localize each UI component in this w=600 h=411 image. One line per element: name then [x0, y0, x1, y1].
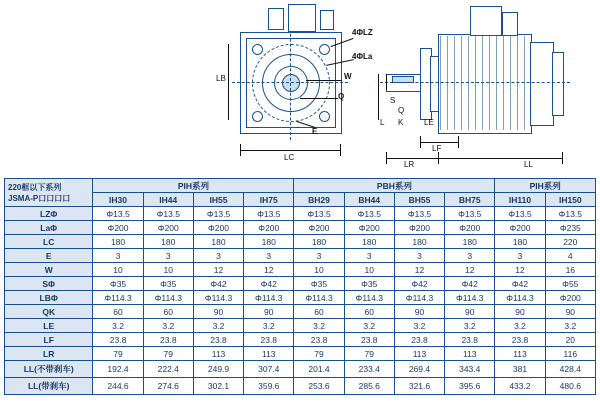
- table-cell: 307.4: [244, 361, 294, 378]
- table-cell: Φ200: [545, 291, 595, 305]
- table-cell: 321.6: [394, 378, 444, 395]
- table-row: [5, 207, 596, 221]
- table-cell: 3: [394, 249, 444, 263]
- table-cell: 3.2: [143, 319, 193, 333]
- s-dim-line: [386, 74, 387, 90]
- table-cell: 90: [394, 305, 444, 319]
- bolt-hole-br: [319, 111, 330, 122]
- l-dim-line: [378, 74, 379, 120]
- bolt-hole-bl: [252, 111, 263, 122]
- table-cell: 285.6: [344, 378, 394, 395]
- lr-label: LR: [404, 160, 415, 169]
- table-cell: 3.2: [545, 319, 595, 333]
- l-label: L: [380, 118, 385, 127]
- table-cell: 23.8: [93, 333, 143, 347]
- lf-dim-line: [420, 142, 458, 143]
- table-cell: 113: [394, 347, 444, 361]
- table-cell: 79: [93, 347, 143, 361]
- la-callout: 4ΦLa: [352, 52, 373, 61]
- table-cell: 3.2: [445, 319, 495, 333]
- table-row: [5, 277, 596, 291]
- col-header-3: IH75: [244, 193, 294, 207]
- table-cell: 113: [495, 347, 545, 361]
- table-cell: Φ13.5: [294, 207, 344, 221]
- table-cell: 395.6: [445, 378, 495, 395]
- table-cell: 90: [244, 305, 294, 319]
- row-header: LR: [5, 347, 93, 361]
- table-cell: Φ55: [545, 277, 595, 291]
- table-cell: 3: [445, 249, 495, 263]
- table-cell: 113: [193, 347, 243, 361]
- table-cell: 12: [244, 263, 294, 277]
- ll-label: LL: [524, 160, 533, 169]
- table-cell: Φ114.3: [495, 291, 545, 305]
- table-cell: 10: [344, 263, 394, 277]
- col-header-6: BH55: [394, 193, 444, 207]
- table-cell: 253.6: [294, 378, 344, 395]
- table-cell: Φ13.5: [445, 207, 495, 221]
- col-header-9: IH150: [545, 193, 595, 207]
- table-cell: Φ35: [143, 277, 193, 291]
- table-column-header-row: [5, 193, 596, 207]
- table-cell: Φ114.3: [193, 291, 243, 305]
- row-header: LF: [5, 333, 93, 347]
- lc-tick-left: [240, 144, 241, 156]
- row-header: LaΦ: [5, 221, 93, 235]
- table-cell: Φ200: [294, 221, 344, 235]
- lb-label: LB: [216, 74, 226, 83]
- side-connector-block-1: [470, 6, 502, 36]
- bolt-hole-tr: [319, 44, 330, 55]
- table-cell: 23.8: [344, 333, 394, 347]
- table-cell: Φ114.3: [344, 291, 394, 305]
- table-cell: 23.8: [244, 333, 294, 347]
- table-cell: 23.8: [445, 333, 495, 347]
- row-header: W: [5, 263, 93, 277]
- table-row: [5, 333, 596, 347]
- table-cell: 12: [495, 263, 545, 277]
- table-cell: Φ13.5: [394, 207, 444, 221]
- table-row: [5, 305, 596, 319]
- table-cell: 433.2: [495, 378, 545, 395]
- table-cell: 180: [193, 235, 243, 249]
- table-cell: Φ13.5: [193, 207, 243, 221]
- table-cell: 180: [344, 235, 394, 249]
- table-cell: Φ35: [294, 277, 344, 291]
- table-cell: 3: [143, 249, 193, 263]
- table-cell: 90: [545, 305, 595, 319]
- row-header: LBΦ: [5, 291, 93, 305]
- table-cell: 90: [445, 305, 495, 319]
- table-cell: 20: [545, 333, 595, 347]
- table-cell: Φ13.5: [143, 207, 193, 221]
- table-cell: 3.2: [294, 319, 344, 333]
- le-label: LE: [424, 118, 434, 127]
- group-header-pih-1: PIH系列: [93, 179, 294, 193]
- lf-label: LF: [432, 144, 442, 153]
- col-header-0: IH30: [93, 193, 143, 207]
- motor-dimension-drawing: [0, 0, 600, 176]
- table-cell: Φ13.5: [344, 207, 394, 221]
- table-cell: Φ42: [244, 277, 294, 291]
- row-header: LC: [5, 235, 93, 249]
- table-cell: 23.8: [394, 333, 444, 347]
- connector-block-1: [268, 8, 284, 30]
- table-cell: 180: [93, 235, 143, 249]
- table-cell: 3: [294, 249, 344, 263]
- side-view-centerline: [380, 82, 570, 83]
- col-header-5: BH44: [344, 193, 394, 207]
- table-cell: Φ114.3: [244, 291, 294, 305]
- table-cell: 90: [193, 305, 243, 319]
- col-header-8: IH110: [495, 193, 545, 207]
- table-cell: 113: [445, 347, 495, 361]
- row-header: QK: [5, 305, 93, 319]
- table-cell: Φ200: [445, 221, 495, 235]
- lc-label: LC: [284, 153, 295, 162]
- table-cell: 23.8: [495, 333, 545, 347]
- table-cell: 60: [344, 305, 394, 319]
- table-row: [5, 291, 596, 305]
- table-cell: 12: [193, 263, 243, 277]
- table-cell: Φ13.5: [244, 207, 294, 221]
- side-view-rear-cap-inner: [552, 52, 564, 116]
- table-cell: 10: [93, 263, 143, 277]
- table-cell: 23.8: [294, 333, 344, 347]
- lf-tick-left: [420, 136, 421, 148]
- table-cell: 3.2: [394, 319, 444, 333]
- group-header-pih-2: PIH系列: [495, 179, 596, 193]
- table-cell: 233.4: [344, 361, 394, 378]
- table-cell: 79: [294, 347, 344, 361]
- table-cell: Φ42: [495, 277, 545, 291]
- table-cell: 3.2: [244, 319, 294, 333]
- side-view-rear-cap: [530, 42, 554, 126]
- table-cell: 180: [394, 235, 444, 249]
- lc-dim-line: [240, 150, 340, 151]
- table-cell: 10: [143, 263, 193, 277]
- table-cell: Φ200: [143, 221, 193, 235]
- col-header-4: BH29: [294, 193, 344, 207]
- table-cell: 269.4: [394, 361, 444, 378]
- front-view-shaft-bore: [282, 74, 300, 92]
- table-cell: Φ42: [193, 277, 243, 291]
- table-cell: Φ114.3: [445, 291, 495, 305]
- table-cell: 192.4: [93, 361, 143, 378]
- table-cell: 60: [294, 305, 344, 319]
- dimension-table: [4, 178, 596, 395]
- table-cell: Φ200: [93, 221, 143, 235]
- lc-tick-right: [340, 144, 341, 156]
- ll-tick-right: [562, 152, 563, 164]
- table-cell: 180: [495, 235, 545, 249]
- table-group-header-row: [5, 179, 596, 193]
- table-cell: 359.6: [244, 378, 294, 395]
- w-leader: [306, 80, 342, 81]
- table-cell: Φ200: [394, 221, 444, 235]
- table-cell: 3: [244, 249, 294, 263]
- table-row: [5, 221, 596, 235]
- row-header: E: [5, 249, 93, 263]
- table-row: [5, 235, 596, 249]
- table-cell: Φ42: [445, 277, 495, 291]
- table-cell: 3: [344, 249, 394, 263]
- row-header: LL(不带刹车): [5, 361, 93, 378]
- table-cell: 113: [244, 347, 294, 361]
- lf-tick-right: [458, 136, 459, 148]
- table-cell: Φ42: [394, 277, 444, 291]
- table-cell: 381: [495, 361, 545, 378]
- table-cell: Φ13.5: [545, 207, 595, 221]
- table-row: [5, 319, 596, 333]
- table-cell: 90: [495, 305, 545, 319]
- table-cell: 220: [545, 235, 595, 249]
- row-header: LE: [5, 319, 93, 333]
- table-cell: 343.4: [445, 361, 495, 378]
- table-cell: 3.2: [495, 319, 545, 333]
- table-row: [5, 378, 596, 395]
- table-row: [5, 263, 596, 277]
- table-cell: 12: [394, 263, 444, 277]
- table-cell: 16: [545, 263, 595, 277]
- q-label: Q: [398, 106, 405, 115]
- table-cell: 3: [495, 249, 545, 263]
- table-cell: Φ200: [244, 221, 294, 235]
- table-cell: 244.6: [93, 378, 143, 395]
- table-cell: 3.2: [193, 319, 243, 333]
- s-label: S: [390, 96, 396, 105]
- ll-dim-line: [386, 158, 562, 159]
- row-header: SΦ: [5, 277, 93, 291]
- side-view-body-fins: [440, 36, 528, 130]
- table-cell: Φ200: [495, 221, 545, 235]
- group-header-pbh: PBH系列: [294, 179, 495, 193]
- table-cell: 60: [143, 305, 193, 319]
- q-leader: [300, 98, 338, 99]
- table-cell: 180: [244, 235, 294, 249]
- table-cell: 3.2: [93, 319, 143, 333]
- e-label: E: [312, 127, 318, 136]
- table-row: [5, 249, 596, 263]
- qk-label-left: Q: [338, 92, 345, 101]
- table-cell: 302.1: [193, 378, 243, 395]
- corner-line-1: 220框以下系列: [8, 182, 62, 192]
- row-header: LL(带刹车): [5, 378, 93, 395]
- col-header-2: IH55: [193, 193, 243, 207]
- table-corner-cell: [5, 179, 93, 207]
- bolt-hole-tl: [252, 44, 263, 55]
- k-label: K: [398, 118, 404, 127]
- table-cell: Φ13.5: [495, 207, 545, 221]
- table-cell: 79: [143, 347, 193, 361]
- table-cell: Φ114.3: [93, 291, 143, 305]
- table-cell: 480.6: [545, 378, 595, 395]
- col-header-7: BH75: [445, 193, 495, 207]
- table-cell: Φ114.3: [294, 291, 344, 305]
- table-cell: Φ35: [344, 277, 394, 291]
- table-cell: 222.4: [143, 361, 193, 378]
- table-cell: 3.2: [344, 319, 394, 333]
- front-view-centerline-v: [290, 24, 291, 140]
- table-cell: 201.4: [294, 361, 344, 378]
- table-cell: Φ114.3: [143, 291, 193, 305]
- table-cell: 274.6: [143, 378, 193, 395]
- table-cell: 116: [545, 347, 595, 361]
- table-cell: 79: [344, 347, 394, 361]
- table-cell: 249.9: [193, 361, 243, 378]
- table-cell: 428.4: [545, 361, 595, 378]
- table-row: [5, 361, 596, 378]
- table-cell: 60: [93, 305, 143, 319]
- table-cell: Φ200: [344, 221, 394, 235]
- table-cell: Φ35: [93, 277, 143, 291]
- table-cell: Φ200: [193, 221, 243, 235]
- table-cell: 23.8: [143, 333, 193, 347]
- w-label: W: [344, 72, 352, 81]
- table-cell: Φ13.5: [93, 207, 143, 221]
- table-cell: 180: [143, 235, 193, 249]
- table-cell: Φ235: [545, 221, 595, 235]
- connector-block-3: [320, 10, 334, 30]
- corner-line-2: JSMA-P口口口口: [8, 193, 71, 203]
- lz-callout: 4ΦLZ: [352, 28, 373, 37]
- table-cell: 3: [193, 249, 243, 263]
- lb-dim-line: [228, 44, 229, 120]
- table-cell: 23.8: [193, 333, 243, 347]
- table-cell: 3: [93, 249, 143, 263]
- row-header: LZΦ: [5, 207, 93, 221]
- table-body: [5, 207, 596, 395]
- table-row: [5, 347, 596, 361]
- side-connector-block-2: [502, 12, 518, 36]
- table-cell: 180: [294, 235, 344, 249]
- col-header-1: IH44: [143, 193, 193, 207]
- table-cell: 10: [294, 263, 344, 277]
- table-cell: Φ114.3: [394, 291, 444, 305]
- table-cell: 4: [545, 249, 595, 263]
- connector-block-2: [288, 4, 316, 32]
- table-cell: 180: [445, 235, 495, 249]
- table-cell: 12: [445, 263, 495, 277]
